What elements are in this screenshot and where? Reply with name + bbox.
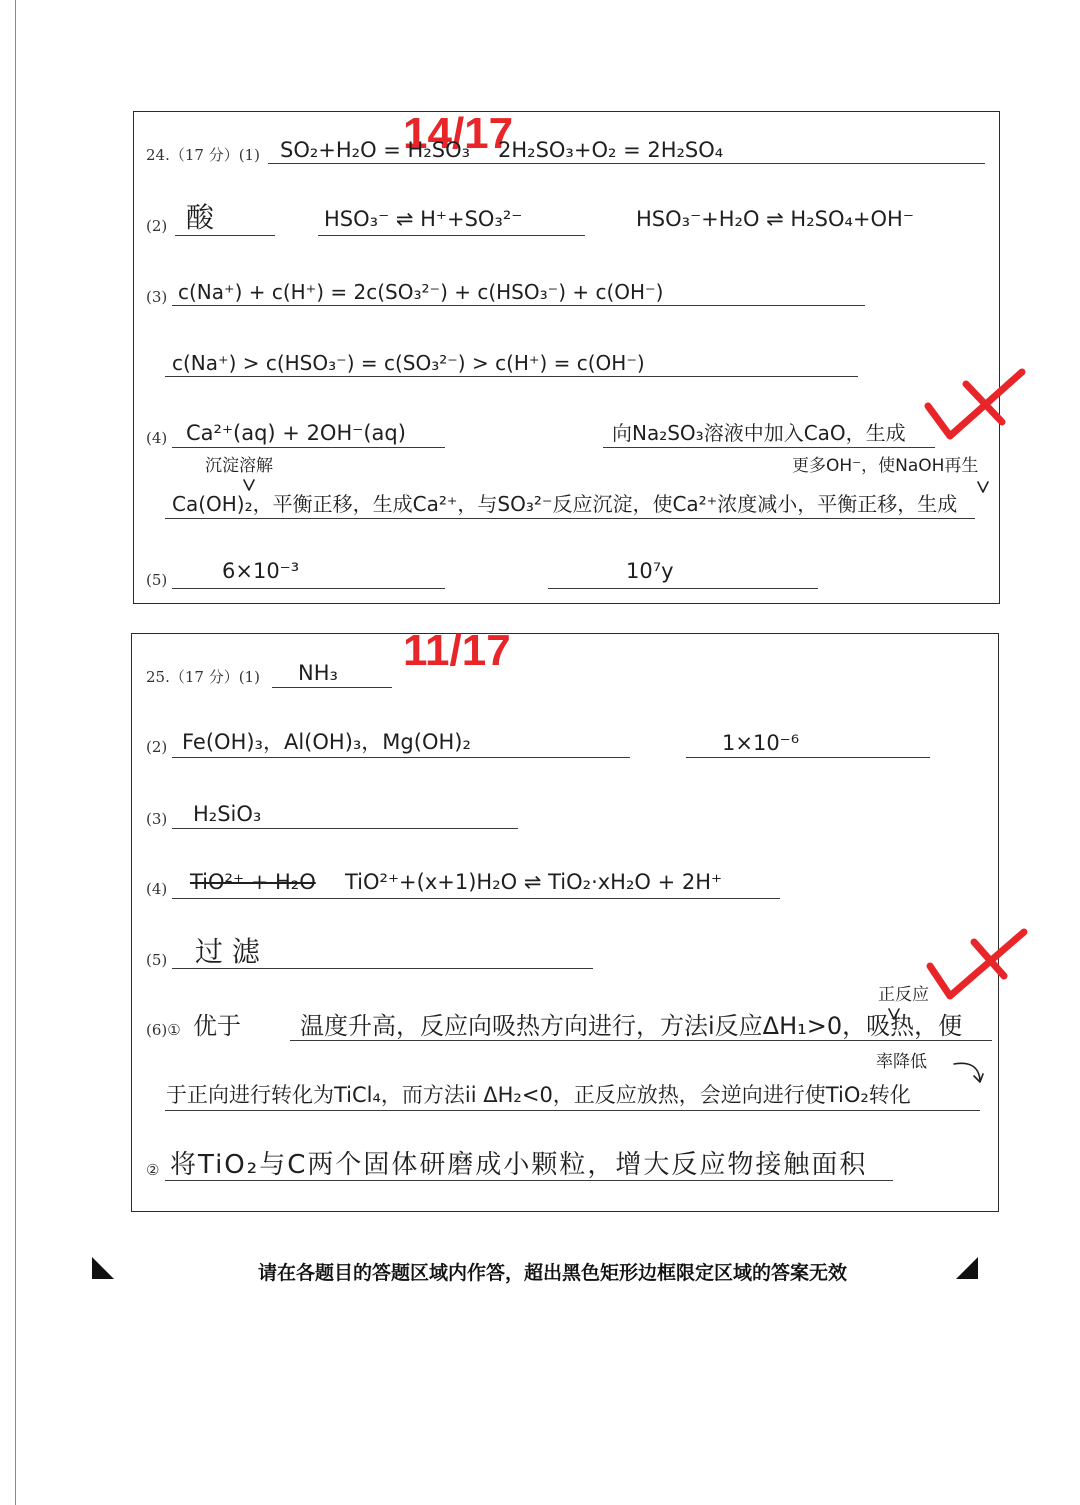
q24-p4-label: (4) (146, 429, 168, 447)
q24-p3-underline-b (165, 376, 858, 377)
q25-p6-underline-b (290, 1040, 992, 1041)
q24-p4-answer-b: 向Na₂SO₃溶液中加入CaO，生成 (612, 421, 906, 445)
q24-p2-answer-a: 酸 (186, 201, 215, 234)
q24-p4-underline-c (165, 518, 975, 519)
q24-p4-answer-a: Ca²⁺(aq) + 2OH⁻(aq) (186, 421, 406, 445)
q24-p4-answer-c: Ca(OH)₂，平衡正移，生成Ca²⁺，与SO₃²⁻反应沉淀，使Ca²⁺浓度减小，平衡正移，生成 (172, 492, 958, 516)
q24-p2-answer-b: HSO₃⁻ ⇌ H⁺+SO₃²⁻ (324, 207, 523, 231)
corner-triangle-right-icon (956, 1257, 978, 1279)
q24-p1-underline (268, 163, 985, 164)
q24-p4-insertion-1: 沉淀溶解 (205, 456, 273, 476)
q25-p4-label: (4) (146, 880, 168, 898)
continuation-arrow-icon (952, 1058, 986, 1088)
q24-p3-answer-a: c(Na⁺) + c(H⁺) = 2c(SO₃²⁻) + c(HSO₃⁻) + c(OH⁻) (178, 280, 664, 304)
q25-p4-answer-a: TiO²⁺+(x+1)H₂O ⇌ TiO₂·xH₂O + 2H⁺ (345, 870, 723, 894)
q24-p2-label: (2) (146, 217, 168, 235)
q24-p5-answer-b: 10⁷y (626, 559, 674, 583)
q24-p3-answer-b: c(Na⁺) > c(HSO₃⁻) = c(SO₃²⁻) > c(H⁺) = c(OH⁻) (172, 351, 645, 375)
q24-p2-answer-c: HSO₃⁻+H₂O ⇌ H₂SO₄+OH⁻ (636, 207, 914, 231)
q25-header-label: 25.（17 分）(1) (146, 668, 260, 686)
q25-p6-insertion-1: 正反应 (878, 985, 929, 1005)
q25-p2-label: (2) (146, 738, 168, 756)
q25-p6-insertion-2: 率降低 (876, 1052, 927, 1072)
q25-p2-underline-b (686, 757, 930, 758)
q25-p6-answer-a: 优于 (193, 1012, 241, 1040)
q25-p5-answer-a: 过 滤 (195, 935, 260, 968)
q25-p5-underline (172, 968, 593, 969)
q24-header-label: 24.（17 分）(1) (146, 146, 260, 164)
q24-p5-label: (5) (146, 571, 168, 589)
corner-triangle-left-icon (92, 1257, 114, 1279)
insert-caret-icon (976, 480, 990, 494)
q25-p3-answer-a: H₂SiO₃ (193, 802, 262, 826)
q24-p5-underline-b (548, 588, 818, 589)
q25-p4-struck-answer: TiO²⁺ + H₂O (190, 870, 316, 894)
q25-p2-answer-a: Fe(OH)₃，Al(OH)₃，Mg(OH)₂ (182, 730, 471, 754)
q24-p2-underline-b (318, 235, 585, 236)
q24-p4-underline-a (172, 447, 445, 448)
q25-p1-answer-a: NH₃ (298, 661, 338, 685)
q24-p1-answer-a: SO₂+H₂O = H₂SO₃ (280, 138, 471, 162)
q24-p3-label: (3) (146, 288, 168, 306)
q25-p6-answer-b: 温度升高，反应向吸热方向进行，方法i反应ΔH₁>0，吸热，便 (300, 1012, 963, 1040)
binding-edge-line (15, 0, 16, 1505)
q24-p5-underline-a (172, 588, 445, 589)
answer-box-q25 (131, 633, 999, 1212)
q25-p6-label: (6)① (146, 1021, 181, 1039)
q24-p3-underline-a (172, 305, 865, 306)
q25-p6-underline-c (165, 1110, 980, 1111)
q25-p6-answer-d: 将TiO₂与C两个固体研磨成小颗粒，增大反应物接触面积 (170, 1150, 868, 1180)
q24-p5-answer-a: 6×10⁻³ (222, 559, 300, 583)
q24-p1-answer-b: 2H₂SO₃+O₂ = 2H₂SO₄ (498, 138, 724, 162)
insert-caret-icon (242, 478, 256, 492)
q25-p2-underline-a (172, 757, 630, 758)
red-check-mark-icon (922, 926, 1030, 1006)
q25-p6-label-2: ② (146, 1161, 160, 1179)
score-q24: 14/17 (403, 109, 514, 158)
q25-p3-underline (172, 828, 518, 829)
red-check-mark-icon (920, 366, 1028, 446)
q25-p3-label: (3) (146, 810, 168, 828)
q25-p2-answer-b: 1×10⁻⁶ (722, 731, 800, 755)
q24-p4-underline-b (603, 447, 935, 448)
q25-p4-underline (172, 898, 780, 899)
score-q25: 11/17 (403, 626, 511, 675)
q24-p2-underline-a (175, 235, 275, 236)
q24-p4-insertion-2: 更多OH⁻，使NaOH再生 (792, 456, 979, 476)
q25-p6-answer-c: 于正向进行转化为TiCl₄，而方法ii ΔH₂<0，正反应放热，会逆向进行使TiO₂转化 (166, 1083, 911, 1107)
q25-p6-underline-d (165, 1180, 893, 1181)
q25-p1-underline (272, 687, 392, 688)
footer-notice: 请在各题目的答题区域内作答，超出黑色矩形边框限定区域的答案无效 (258, 1262, 848, 1284)
q25-p5-label: (5) (146, 951, 168, 969)
